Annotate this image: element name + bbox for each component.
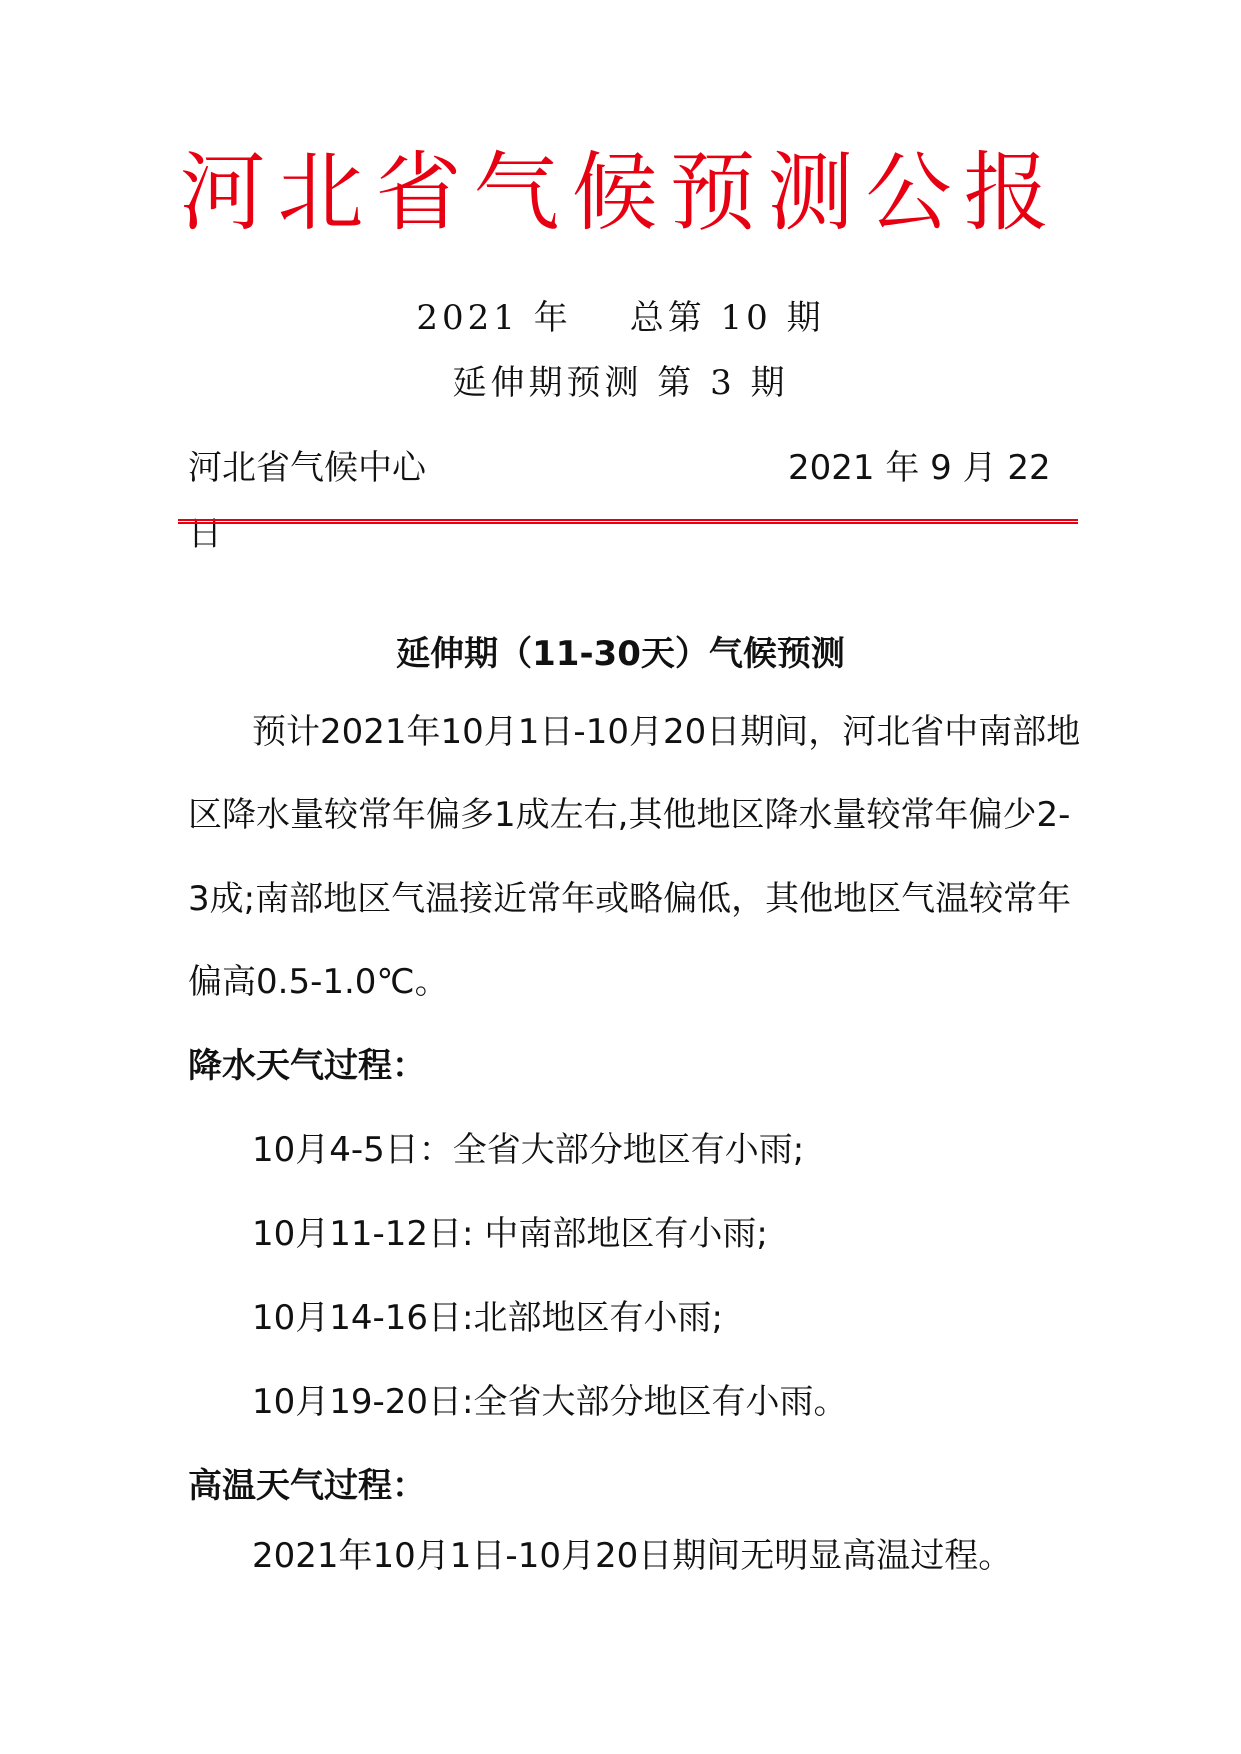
issue-number-line: [0, 290, 1241, 339]
high-temperature-heading: 高温天气过程：: [188, 1466, 426, 1506]
precipitation-event-3: 10月14-16日:北部地区有小雨;: [252, 1298, 723, 1338]
summary-line-3: 3成;南部地区气温接近常年或略偏低，其他地区气温较常年: [188, 879, 1072, 919]
issue-year: 2021 年: [416, 298, 572, 338]
precipitation-event-4: 10月19-20日:全省大部分地区有小雨。: [252, 1382, 848, 1422]
summary-line-4: 偏高0.5-1.0℃。: [188, 962, 449, 1002]
publish-date-wrap: 日: [188, 514, 222, 554]
precipitation-event-2: 10月11-12日: 中南部地区有小雨;: [252, 1214, 768, 1254]
issue-series-line: 延伸期预测 第 3 期: [452, 363, 789, 403]
publisher-org: 河北省气候中心: [188, 448, 426, 488]
header-divider: [178, 519, 1078, 524]
section-title: 延伸期（11-30天）气候预测: [396, 634, 845, 674]
masthead-title: 河北省气候预测公报: [179, 143, 1062, 243]
precipitation-event-1: 10月4-5日：全省大部分地区有小雨;: [252, 1130, 805, 1170]
precipitation-heading: 降水天气过程：: [188, 1046, 426, 1086]
publish-date: 2021 年 9 月 22: [788, 448, 1051, 488]
high-temperature-text: 2021年10月1日-10月20日期间无明显高温过程。: [252, 1536, 1013, 1576]
summary-line-1: 预计2021年10月1日-10月20日期间，河北省中南部地: [252, 712, 1081, 752]
issue-total: 总第 10 期: [629, 298, 825, 338]
summary-line-2: 区降水量较常年偏多1成左右,其他地区降水量较常年偏少2-: [188, 795, 1071, 835]
